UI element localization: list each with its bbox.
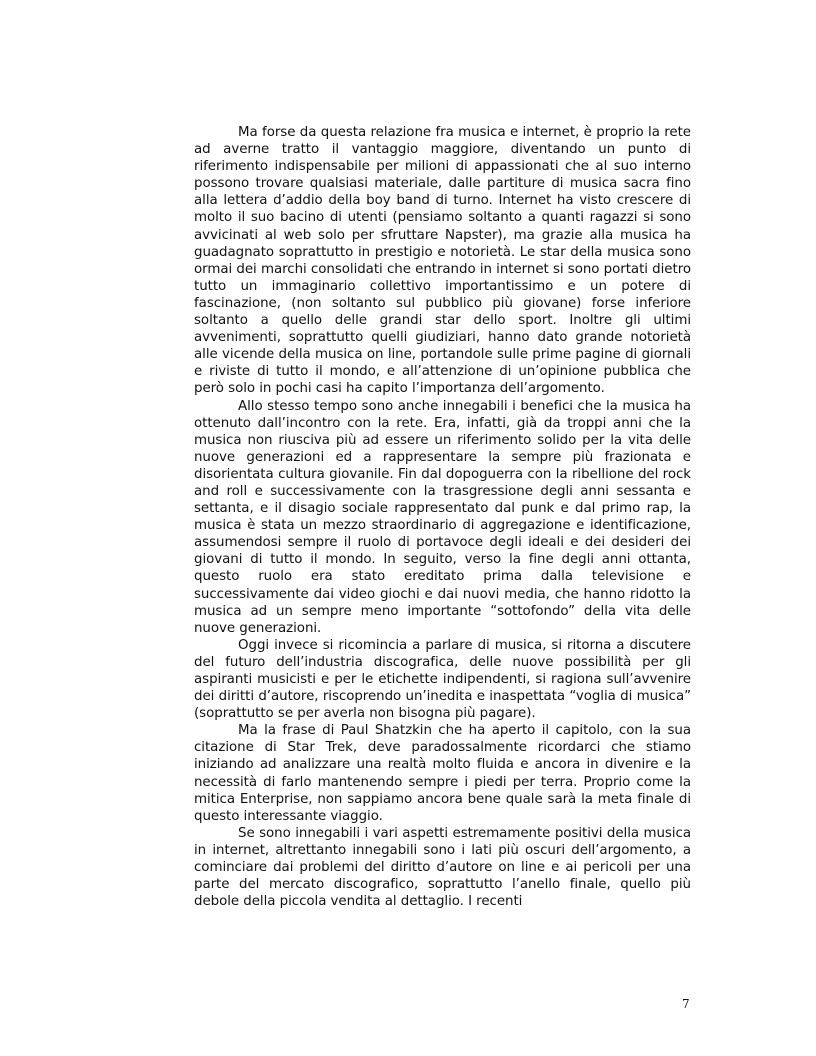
paragraph-4: Ma la frase di Paul Shatzkin che ha aperto il capitolo, con la sua citazione di Star Trek, deve paradossalmente ricordarci che stiamo iniziando ad analizzare una realtà molto fluida e ancora in divenire e la necessità di farlo mantenendo sempre i piedi per terra. Proprio come la mitica Enterprise, non sappiamo ancora bene quale sarà la meta finale di questo interessante viaggio.	[194, 723, 691, 824]
paragraph-5: Se sono innegabili i vari aspetti estremamente positivi della musica in internet, altrettanto innegabili sono i lati più oscuri dell’argomento, a cominciare dai problemi del diritto d’autore on line e ai pericoli per una parte del mercato discografico, soprattutto l’anello finale, quello più debole della piccola vendita al dettaglio. I recenti	[194, 825, 691, 910]
paragraph-2: Allo stesso tempo sono anche innegabili i benefici che la musica ha ottenuto dall’incontro con la rete. Era, infatti, già da troppi anni che la musica non riusciva più ad essere un riferimento solido per la vita delle nuove generazioni ed a rappresentare la sempre più frazionata e disorientata cultura giovanile. Fin dal dopoguerra con la ribellione del rock and roll e successivamente con la trasgressione degli anni sessanta e settanta, e il disagio sociale rappresentato dal punk e dal primo rap, la musica è stata un mezzo straordinario di aggregazione e identificazione, assumendosi sempre il ruolo di portavoce degli ideali e dei desideri dei giovani di tutto il mondo. In seguito, verso la fine degli anni ottanta, questo ruolo era stato ereditato prima dalla televisione e successivamente dai video giochi e dai nuovi media, che hanno ridotto la musica ad un sempre meno importante “sottofondo” della vita delle nuove generazioni.	[194, 398, 691, 636]
paragraph-3: Oggi invece si ricomincia a parlare di musica, si ritorna a discutere del futuro dell’industria discografica, delle nuove possibilità per gli aspiranti musicisti e per le etichette indipendenti, si ragiona sull’avvenire dei diritti d’autore, riscoprendo un’inedita e inaspettata “voglia di musica” (soprattutto se per averla non bisogna più pagare).	[194, 637, 691, 722]
paragraph-1: Ma forse da questa relazione fra musica e internet, è proprio la rete ad averne tratto il vantaggio maggiore, diventando un punto di riferimento indispensabile per milioni di appassionati che al suo interno possono trovare qualsiasi materiale, dalle partiture di musica sacra fino alla lettera d’addio della boy band di turno. Internet ha visto crescere di molto il suo bacino di utenti (pensiamo soltanto a quanti ragazzi si sono avvicinati al web solo per sfruttare Napster), ma grazie alla musica ha guadagnato soprattutto in prestigio e notorietà. Le star della musica sono ormai dei marchi consolidati che entrando in internet si sono portati dietro tutto un immaginario collettivo importantissimo e un potere di fascinazione, (non soltanto sul pubblico più giovane) forse inferiore soltanto a quello delle grandi star dello sport. Inoltre gli ultimi avvenimenti, soprattutto quelli giudiziari, hanno dato grande notorietà alle vicende della musica on line, portandole sulle prime pagine di giornali e riviste di tutto il mondo, e all’attenzione di un’opinione pubblica che però solo in pochi casi ha capito l’importanza dell’argomento.	[194, 125, 691, 397]
body-text	[194, 124, 691, 910]
page-number: 7	[682, 997, 690, 1011]
